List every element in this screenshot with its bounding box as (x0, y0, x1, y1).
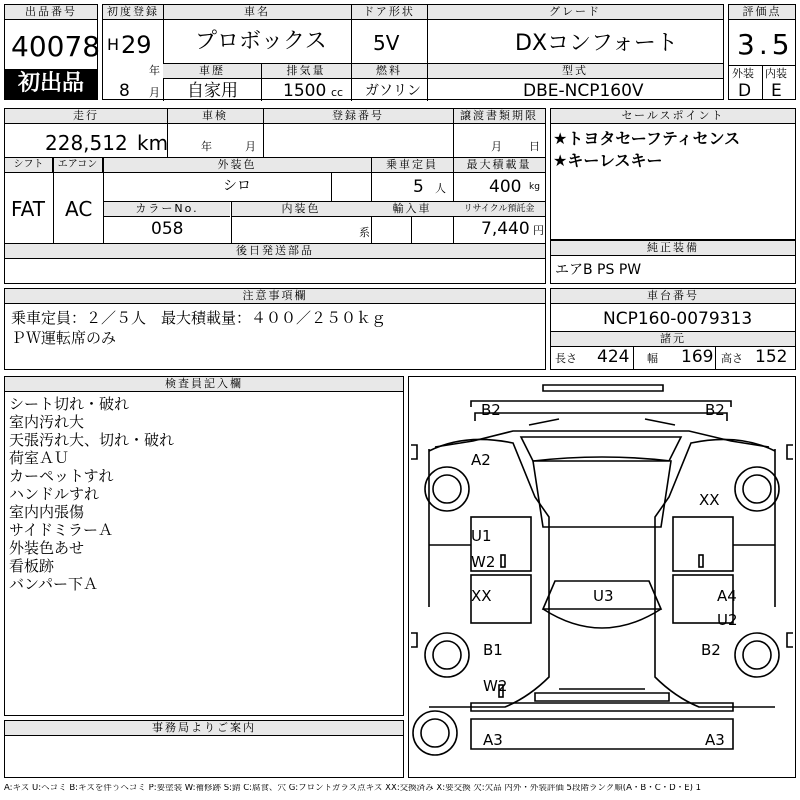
office-box (4, 720, 404, 778)
wheel-front-right-icon (735, 467, 779, 511)
mark-a3-right: A3 (705, 731, 725, 749)
width-value: 169 (681, 347, 714, 367)
exterior-label: 外装 (732, 67, 754, 80)
displacement-label: 排気量 (261, 64, 351, 79)
model-label: 型式 (427, 64, 723, 79)
mileage-value: 228,512 (45, 131, 128, 155)
history-value: 自家用 (187, 81, 238, 101)
inspector-line: 外装色あせ (9, 539, 85, 557)
spare-wheel-icon (413, 711, 457, 755)
color-label: 外装色 (103, 158, 371, 173)
width-label: 幅 (647, 352, 658, 365)
reg-label: 初度登録 (103, 5, 163, 20)
mark-xx-left-mid: XX (471, 587, 492, 605)
sales-point-2: ★キーレスキー (553, 151, 663, 170)
wheel-front-left-icon (425, 467, 469, 511)
colorno-value: 058 (151, 219, 184, 239)
inspector-line: ハンドルすれ (9, 485, 100, 503)
mark-a3-left: A3 (483, 731, 503, 749)
ac-label: エアコン (53, 158, 103, 173)
score-value: 3.5 (737, 28, 794, 61)
vehicle-detail-box (4, 108, 546, 284)
grade-label: グレード (427, 5, 723, 20)
transfer-month-unit: 月 (491, 140, 502, 153)
roof-icon (533, 457, 671, 527)
reg-era: H (107, 35, 120, 54)
interior-color-unit: 系 (359, 226, 370, 239)
chassis-label: 車台番号 (551, 289, 795, 304)
mark-a4: A4 (717, 587, 737, 605)
vehicle-header-box (102, 4, 724, 100)
exterior-grade: D (738, 81, 752, 101)
inspector-line: バンパー下Ａ (9, 575, 98, 593)
wheel-rear-left-icon (425, 633, 469, 677)
caution-label: 注意事項欄 (5, 289, 545, 304)
chassis-value: NCP160-0079313 (603, 309, 753, 329)
score-box (728, 4, 796, 100)
caution-box (4, 288, 546, 370)
door-value: 5V (373, 31, 400, 55)
capacity-unit: 人 (435, 182, 446, 195)
sales-points-label: セールスポイント (551, 109, 795, 124)
caution-line-1: 乗車定員：２／５人 最大積載量：４００／２５０ｋｇ (11, 309, 387, 327)
inspector-line: 室内内張傷 (9, 503, 85, 521)
chassis-box (550, 288, 796, 370)
history-label: 車歴 (163, 64, 261, 79)
mark-b2-left: B2 (481, 401, 501, 419)
office-label: 事務局よりご案内 (5, 721, 403, 736)
recycle-value: 7,440 (481, 219, 530, 239)
inspection-month-unit: 月 (245, 140, 256, 153)
height-value: 152 (755, 347, 788, 367)
mark-w2-a: W2 (471, 553, 496, 571)
sales-point-1: ★トヨタセーフティセンス (553, 129, 741, 148)
mark-b1: B1 (483, 641, 503, 659)
recycle-unit: 円 (533, 224, 544, 237)
inspector-label: 検査員記入欄 (5, 377, 403, 392)
inspection-year-unit: 年 (201, 140, 212, 153)
mark-b2-rear-right: B2 (701, 641, 721, 659)
wheel-rear-right-icon (735, 633, 779, 677)
car-diagram (408, 376, 796, 778)
inspector-line: 室内汚れ大 (9, 413, 85, 431)
reg-year: 29 (121, 31, 152, 59)
maxload-unit: kg (529, 182, 540, 192)
length-value: 424 (597, 347, 630, 367)
lot-number-box (4, 4, 101, 100)
mileage-label: 走行 (5, 109, 167, 124)
legend-text: A:キズ U:ヘコミ B:キズを伴うヘコミ P:要塗装 W:補修跡 S:錆 C:腐食、穴 G:フロントガラス点キズ XX:交換済み X:要交換 欠:欠品 内外・外装評価 5段階ランク順(A・B・C・D・E) 1 (4, 784, 702, 793)
year-unit: 年 (149, 64, 160, 77)
maxload-label: 最大積載量 (453, 158, 545, 173)
car-name-label: 車名 (163, 5, 351, 20)
door-label: ドア形状 (351, 5, 427, 20)
model-value: DBE-NCP160V (523, 81, 644, 101)
grade-value: DXコンフォート (515, 31, 678, 56)
shift-label: シフト (5, 158, 53, 173)
car-name: プロボックス (195, 29, 327, 54)
recycle-label: リサイクル預託金 (453, 202, 545, 217)
caution-line-2: ＰＷ運転席のみ (11, 329, 117, 347)
fuel-value: ガソリン (365, 83, 421, 99)
equipment-box (550, 240, 796, 284)
length-label: 長さ (555, 352, 577, 365)
inspection-label: 車検 (167, 109, 263, 124)
left-body-outline-icon (429, 439, 549, 707)
mark-u3: U3 (593, 587, 614, 605)
sales-points-box (550, 108, 796, 240)
score-label: 評価点 (729, 5, 795, 20)
inspector-line: カーペットすれ (9, 467, 114, 485)
transfer-label: 譲渡書類期限 (453, 109, 545, 124)
ac-value: AC (65, 197, 93, 221)
month-unit: 月 (149, 86, 160, 99)
import-label: 輸入車 (371, 202, 453, 217)
inspector-line: 天張汚れ大、切れ・破れ (9, 431, 175, 449)
equipment-label: 純正装備 (551, 241, 795, 256)
inspector-line: シート切れ・破れ (9, 395, 130, 413)
mark-a2: A2 (471, 451, 491, 469)
capacity-label: 乗車定員 (371, 158, 453, 173)
car-diagram-svg (409, 377, 795, 777)
color-value: シロ (223, 178, 251, 194)
displacement-value: 1500 (283, 81, 327, 101)
first-listing-badge: 初出品 (5, 69, 97, 99)
lot-number-label: 出品番号 (5, 5, 97, 20)
capacity-value: 5 (413, 177, 424, 197)
mark-w2-b: W2 (483, 677, 508, 695)
maxload-value: 400 (489, 177, 522, 197)
mark-u1: U1 (471, 527, 492, 545)
interior-color-label: 内装色 (231, 202, 371, 217)
height-label: 高さ (721, 352, 743, 365)
displacement-unit: cc (331, 86, 344, 99)
interior-label: 内装 (765, 67, 787, 80)
colorno-label: カラーNo. (104, 202, 230, 217)
inspector-box (4, 376, 404, 716)
inspector-line: 荷室ＡＵ (9, 449, 70, 467)
fuel-label: 燃料 (351, 64, 427, 79)
mark-u2: U2 (717, 611, 738, 629)
transfer-day-unit: 日 (529, 140, 540, 153)
shift-value: FAT (11, 197, 46, 221)
plate-label: 登録番号 (263, 109, 453, 124)
mark-xx-front-right: XX (699, 491, 720, 509)
later-parts-label: 後日発送部品 (5, 244, 545, 259)
equipment-value: エアB PS PW (555, 262, 642, 278)
interior-grade: E (771, 81, 782, 101)
month-value: 8 (119, 81, 130, 101)
dims-label: 諸元 (551, 332, 795, 347)
front-bumper-icon (543, 385, 663, 391)
mark-b2-right: B2 (705, 401, 725, 419)
right-body-outline-icon (655, 439, 775, 707)
inspector-line: 看板跡 (9, 557, 55, 575)
lot-number: 40078 (11, 30, 101, 63)
inspector-line: サイドミラーＡ (9, 521, 113, 539)
mileage-unit: km (137, 131, 169, 155)
